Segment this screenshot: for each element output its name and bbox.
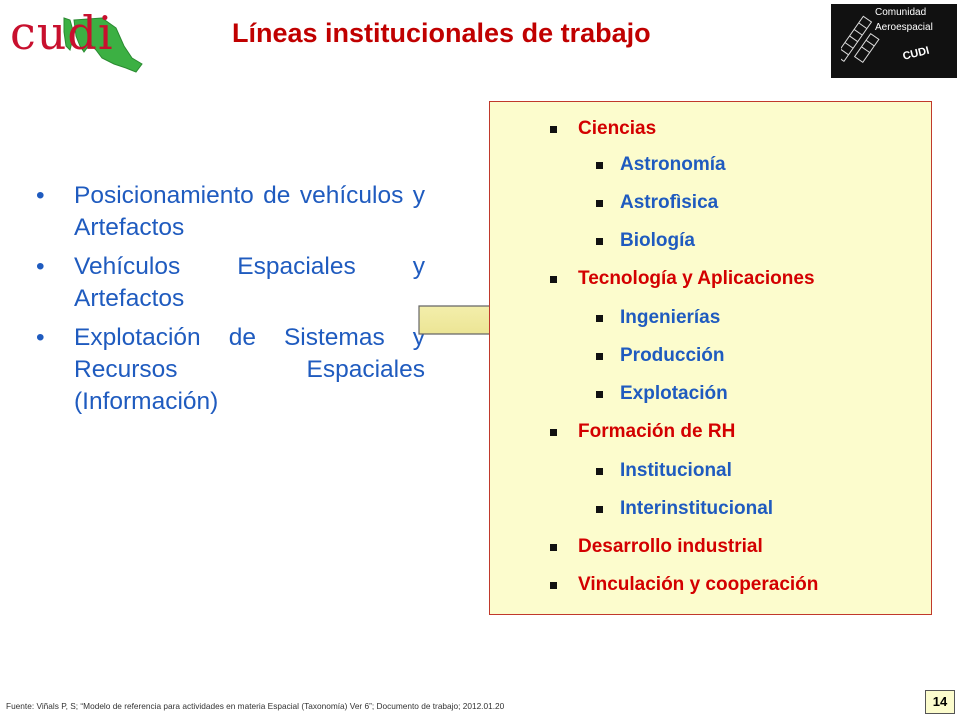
taxonomy-category: Desarrollo industrial — [578, 536, 763, 558]
left-bullet-list — [30, 180, 425, 425]
page-number: 14 — [925, 690, 955, 714]
cudi-logo-text: cudi — [10, 6, 114, 60]
community-logo-line2: Aeroespacial — [875, 22, 933, 33]
taxonomy-subcategory: Institucional — [620, 460, 732, 482]
community-logo-line1: Comunidad — [875, 7, 927, 18]
bullet-text: Posicionamiento de vehículos y Artefactos — [74, 182, 425, 241]
page-title: Líneas institucionales de trabajo — [232, 18, 651, 48]
taxonomy-category: Tecnología y Aplicaciones — [578, 268, 815, 290]
list-item: • Explotación de Sistemas y Recursos Espaciales (Información) — [36, 324, 425, 415]
cudi-logo — [4, 6, 154, 86]
taxonomy-category: Vinculación y cooperación — [578, 574, 818, 596]
taxonomy-subcategory: Astronomía — [620, 154, 726, 176]
taxonomy-subcategory: Producción — [620, 345, 725, 367]
taxonomy-subcategory: Astrofìsica — [620, 192, 718, 214]
taxonomy-category: Formación de RH — [578, 421, 735, 443]
list-item: • Posicionamiento de vehículos y Artefactos — [36, 182, 425, 241]
taxonomy-category: Ciencias — [578, 118, 656, 140]
bullet-text: Explotación de Sistemas y Recursos Espaciales (Información) — [74, 324, 425, 415]
taxonomy-subcategory: Interinstitucional — [620, 498, 773, 520]
community-logo — [831, 4, 957, 78]
taxonomy-subcategory: Ingenierías — [620, 307, 720, 329]
taxonomy-subcategory: Biología — [620, 230, 695, 252]
community-logo-line3: CUDI — [901, 44, 931, 63]
source-footnote: Fuente: Viñals P, S; “Modelo de referencia para actividades en materia Espacial (Taxonomía) Ver 6”; Documento de trabajo; 2012.01.20 — [6, 701, 505, 711]
bullet-text: Vehículos Espaciales y Artefactos — [74, 253, 425, 312]
taxonomy-box — [489, 101, 932, 615]
list-item: • Vehículos Espaciales y Artefactos — [36, 253, 425, 312]
taxonomy-subcategory: Explotación — [620, 383, 728, 405]
